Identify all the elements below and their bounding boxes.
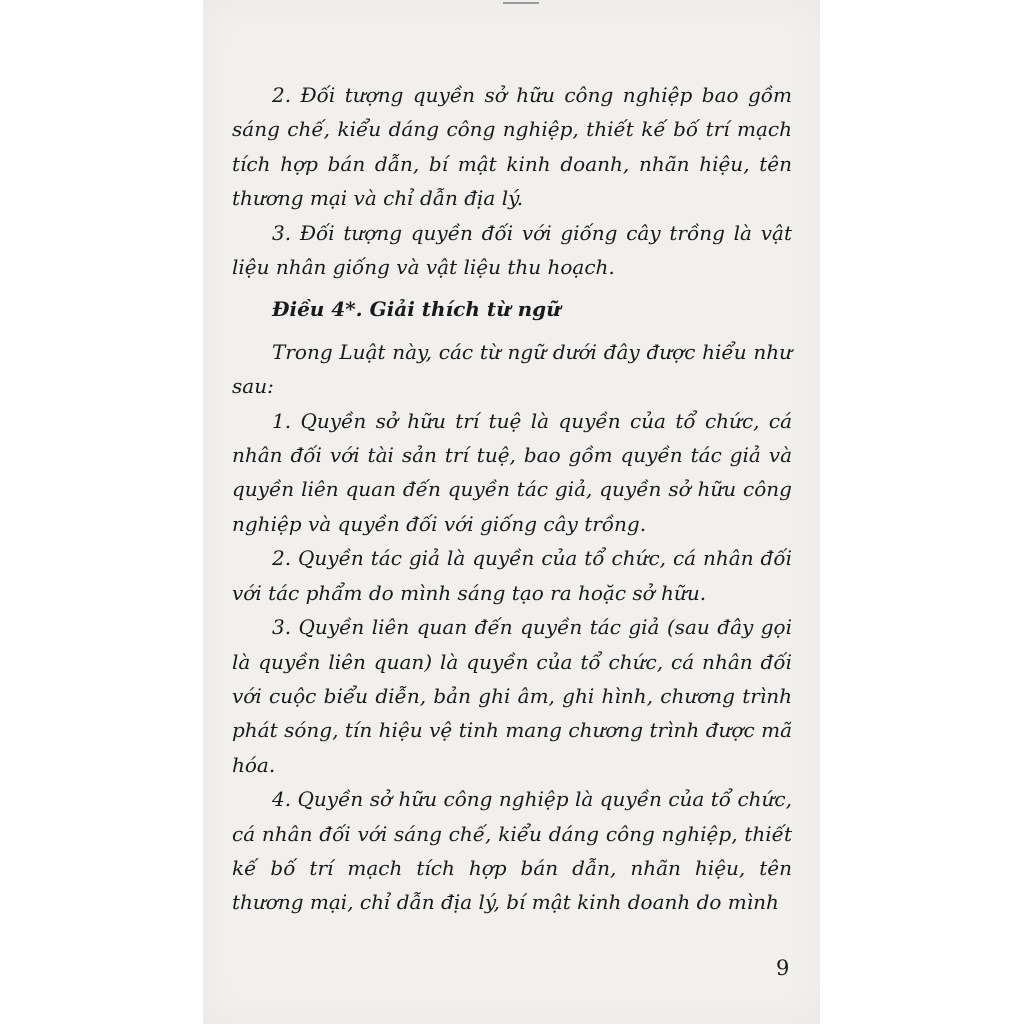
paragraph-definition-3: 3. Quyền liên quan đến quyền tác giả (sau đây gọi là quyền liên quan) là quyền của tổ chức, cá nhân đối với cuộc biểu diễn, bản ghi âm, ghi hình, chương trình phát sóng, tín hiệu vệ tinh mang chương trình được mã hóa.: [232, 615, 792, 777]
page-body-text: [232, 78, 792, 920]
paragraph-definition-2: 2. Quyền tác giả là quyền của tổ chức, cá nhân đối với tác phẩm do mình sáng tạo ra hoặc sở hữu.: [232, 546, 792, 605]
paragraph-definition-1: 1. Quyền sở hữu trí tuệ là quyền của tổ chức, cá nhân đối với tài sản trí tuệ, bao gồm quyền tác giả và quyền liên quan đến quyền tác giả, quyền sở hữu công nghiệp và quyền đối với giống cây trồng.: [232, 408, 792, 536]
page-number: 9: [776, 956, 790, 980]
top-edge-mark: [503, 2, 539, 4]
paragraph-definition-4: 4. Quyền sở hữu công nghiệp là quyền của tổ chức, cá nhân đối với sáng chế, kiểu dáng công nghiệp, thiết kế bố trí mạch tích hợp bán dẫn, nhãn hiệu, tên thương mại, chỉ dẫn địa lý, bí mật kinh doanh do mình: [232, 787, 792, 915]
paragraph-intro: Trong Luật này, các từ ngữ dưới đây được hiểu như sau:: [232, 339, 792, 399]
paragraph-industrial-property-objects: 2. Đối tượng quyền sở hữu công nghiệp bao gồm sáng chế, kiểu dáng công nghiệp, thiết kế bố trí mạch tích hợp bán dẫn, bí mật kinh doanh, nhãn hiệu, tên thương mại và chỉ dẫn địa lý.: [232, 83, 792, 211]
article-heading: Điều 4*. Giải thích từ ngữ: [272, 297, 561, 322]
paragraph-plant-variety-objects: 3. Đối tượng quyền đối với giống cây trồng là vật liệu nhân giống và vật liệu thu hoạch.: [232, 220, 792, 280]
